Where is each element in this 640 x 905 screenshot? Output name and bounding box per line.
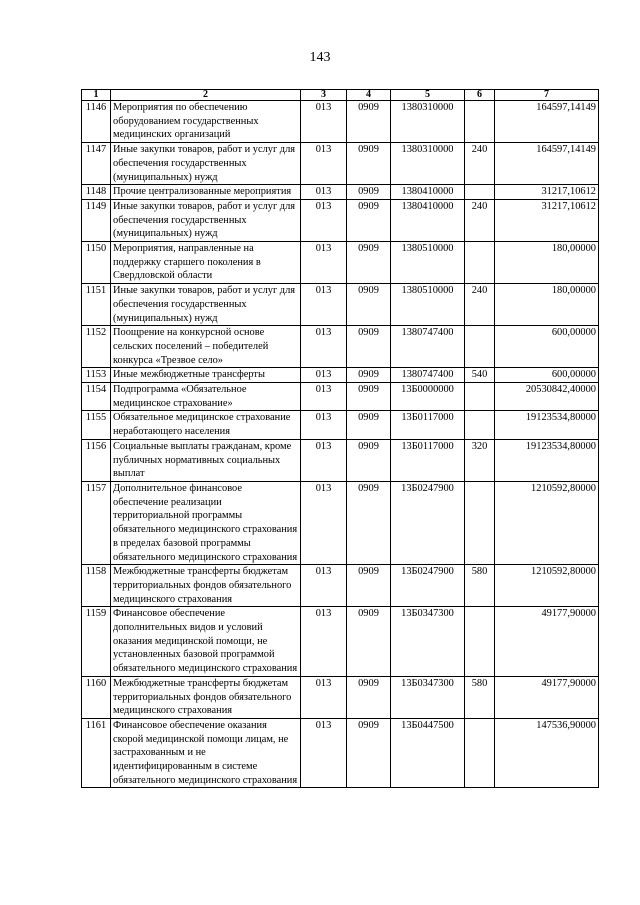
row-section-code: 0909	[347, 326, 391, 368]
row-amount: 19123534,80000	[495, 439, 599, 481]
row-target-code: 1380510000	[391, 242, 465, 284]
row-target-code: 1380747400	[391, 368, 465, 383]
row-number: 1156	[82, 439, 111, 481]
row-target-code: 13Б0117000	[391, 439, 465, 481]
row-expense-type: 580	[465, 565, 495, 607]
col-header-4: 4	[347, 90, 391, 101]
row-number: 1157	[82, 481, 111, 564]
row-target-code: 1380310000	[391, 101, 465, 143]
row-amount: 20530842,40000	[495, 383, 599, 411]
row-amount: 147536,90000	[495, 718, 599, 788]
row-expense-type: 240	[465, 199, 495, 241]
row-section-code: 0909	[347, 411, 391, 439]
row-ministry-code: 013	[301, 101, 347, 143]
page-number: 143	[309, 50, 331, 65]
row-number: 1160	[82, 676, 111, 718]
row-ministry-code: 013	[301, 242, 347, 284]
table-row	[82, 284, 599, 326]
row-number: 1155	[82, 411, 111, 439]
row-number: 1152	[82, 326, 111, 368]
row-name: Межбюджетные трансферты бюджетам территориальных фондов обязательного медицинского страхования	[111, 676, 301, 718]
row-name: Иные межбюджетные трансферты	[111, 368, 301, 383]
row-amount: 164597,14149	[495, 101, 599, 143]
row-ministry-code: 013	[301, 481, 347, 564]
row-section-code: 0909	[347, 284, 391, 326]
row-amount: 180,00000	[495, 284, 599, 326]
col-header-5: 5	[391, 90, 465, 101]
row-target-code: 1380410000	[391, 185, 465, 200]
row-number: 1151	[82, 284, 111, 326]
row-number: 1149	[82, 199, 111, 241]
row-expense-type: 580	[465, 676, 495, 718]
row-ministry-code: 013	[301, 368, 347, 383]
row-ministry-code: 013	[301, 439, 347, 481]
table-row	[82, 565, 599, 607]
row-expense-type: 540	[465, 368, 495, 383]
row-name: Иные закупки товаров, работ и услуг для обеспечения государственных (муниципальных) нужд	[111, 199, 301, 241]
row-number: 1153	[82, 368, 111, 383]
table-row	[82, 718, 599, 788]
row-amount: 19123534,80000	[495, 411, 599, 439]
col-header-6: 6	[465, 90, 495, 101]
row-amount: 164597,14149	[495, 143, 599, 185]
row-section-code: 0909	[347, 368, 391, 383]
row-target-code: 1380410000	[391, 199, 465, 241]
row-name: Финансовое обеспечение оказания скорой медицинской помощи лицам, не застрахованным и не идентифицированным в системе обязательного медицинского страхования	[111, 718, 301, 788]
row-target-code: 13Б0117000	[391, 411, 465, 439]
table-row	[82, 242, 599, 284]
row-target-code: 13Б0347300	[391, 607, 465, 677]
row-section-code: 0909	[347, 607, 391, 677]
row-number: 1154	[82, 383, 111, 411]
row-target-code: 13Б0447500	[391, 718, 465, 788]
row-section-code: 0909	[347, 565, 391, 607]
row-target-code: 1380747400	[391, 326, 465, 368]
table-row	[82, 326, 599, 368]
table-row	[82, 101, 599, 143]
row-name: Обязательное медицинское страхование неработающего населения	[111, 411, 301, 439]
row-section-code: 0909	[347, 676, 391, 718]
row-expense-type	[465, 326, 495, 368]
row-name: Мероприятия по обеспечению оборудованием государственных медицинских организаций	[111, 101, 301, 143]
row-expense-type	[465, 185, 495, 200]
table-row	[82, 607, 599, 677]
row-name: Прочие централизованные мероприятия	[111, 185, 301, 200]
row-target-code: 13Б0000000	[391, 383, 465, 411]
row-section-code: 0909	[347, 718, 391, 788]
row-amount: 600,00000	[495, 326, 599, 368]
table-row	[82, 439, 599, 481]
row-name: Иные закупки товаров, работ и услуг для обеспечения государственных (муниципальных) нужд	[111, 284, 301, 326]
row-expense-type	[465, 411, 495, 439]
row-expense-type	[465, 607, 495, 677]
row-ministry-code: 013	[301, 383, 347, 411]
row-target-code: 1380310000	[391, 143, 465, 185]
col-header-7: 7	[495, 90, 599, 101]
row-section-code: 0909	[347, 383, 391, 411]
row-ministry-code: 013	[301, 143, 347, 185]
row-name: Мероприятия, направленные на поддержку старшего поколения в Свердловской области	[111, 242, 301, 284]
row-expense-type	[465, 383, 495, 411]
row-ministry-code: 013	[301, 199, 347, 241]
table-row	[82, 411, 599, 439]
table-row	[82, 383, 599, 411]
row-ministry-code: 013	[301, 565, 347, 607]
row-target-code: 1380510000	[391, 284, 465, 326]
row-amount: 31217,10612	[495, 199, 599, 241]
row-ministry-code: 013	[301, 607, 347, 677]
row-ministry-code: 013	[301, 676, 347, 718]
row-number: 1161	[82, 718, 111, 788]
row-expense-type: 320	[465, 439, 495, 481]
row-ministry-code: 013	[301, 326, 347, 368]
col-header-3: 3	[301, 90, 347, 101]
row-number: 1159	[82, 607, 111, 677]
budget-table	[81, 89, 599, 788]
col-header-1: 1	[82, 90, 111, 101]
table-header-row	[82, 90, 599, 101]
row-expense-type: 240	[465, 143, 495, 185]
row-expense-type	[465, 718, 495, 788]
row-expense-type: 240	[465, 284, 495, 326]
row-name: Иные закупки товаров, работ и услуг для обеспечения государственных (муниципальных) нужд	[111, 143, 301, 185]
table-row	[82, 185, 599, 200]
row-name: Дополнительное финансовое обеспечение реализации территориальной программы обязательного медицинского страхования в пределах базовой программы обязательного медицинского страхования	[111, 481, 301, 564]
table-row	[82, 199, 599, 241]
row-amount: 1210592,80000	[495, 481, 599, 564]
row-expense-type	[465, 101, 495, 143]
row-amount: 600,00000	[495, 368, 599, 383]
row-section-code: 0909	[347, 185, 391, 200]
table-row	[82, 676, 599, 718]
col-header-2: 2	[111, 90, 301, 101]
row-target-code: 13Б0247900	[391, 565, 465, 607]
row-section-code: 0909	[347, 143, 391, 185]
row-target-code: 13Б0347300	[391, 676, 465, 718]
row-section-code: 0909	[347, 439, 391, 481]
row-amount: 49177,90000	[495, 676, 599, 718]
row-number: 1158	[82, 565, 111, 607]
row-name: Поощрение на конкурсной основе сельских поселений – победителей конкурса «Трезвое село»	[111, 326, 301, 368]
row-expense-type	[465, 481, 495, 564]
row-number: 1147	[82, 143, 111, 185]
row-ministry-code: 013	[301, 284, 347, 326]
row-amount: 31217,10612	[495, 185, 599, 200]
table-row	[82, 481, 599, 564]
row-section-code: 0909	[347, 199, 391, 241]
row-name: Межбюджетные трансферты бюджетам территориальных фондов обязательного медицинского страхования	[111, 565, 301, 607]
row-section-code: 0909	[347, 481, 391, 564]
row-section-code: 0909	[347, 101, 391, 143]
row-amount: 49177,90000	[495, 607, 599, 677]
row-section-code: 0909	[347, 242, 391, 284]
row-name: Подпрограмма «Обязательное медицинское страхование»	[111, 383, 301, 411]
row-number: 1150	[82, 242, 111, 284]
row-number: 1148	[82, 185, 111, 200]
row-ministry-code: 013	[301, 185, 347, 200]
row-number: 1146	[82, 101, 111, 143]
row-ministry-code: 013	[301, 718, 347, 788]
row-amount: 180,00000	[495, 242, 599, 284]
row-name: Финансовое обеспечение дополнительных видов и условий оказания медицинской помощи, не установленных базовой программой обязательного медицинского страхования	[111, 607, 301, 677]
table-row	[82, 143, 599, 185]
row-amount: 1210592,80000	[495, 565, 599, 607]
row-target-code: 13Б0247900	[391, 481, 465, 564]
row-expense-type	[465, 242, 495, 284]
row-ministry-code: 013	[301, 411, 347, 439]
row-name: Социальные выплаты гражданам, кроме публичных нормативных социальных выплат	[111, 439, 301, 481]
table-row	[82, 368, 599, 383]
